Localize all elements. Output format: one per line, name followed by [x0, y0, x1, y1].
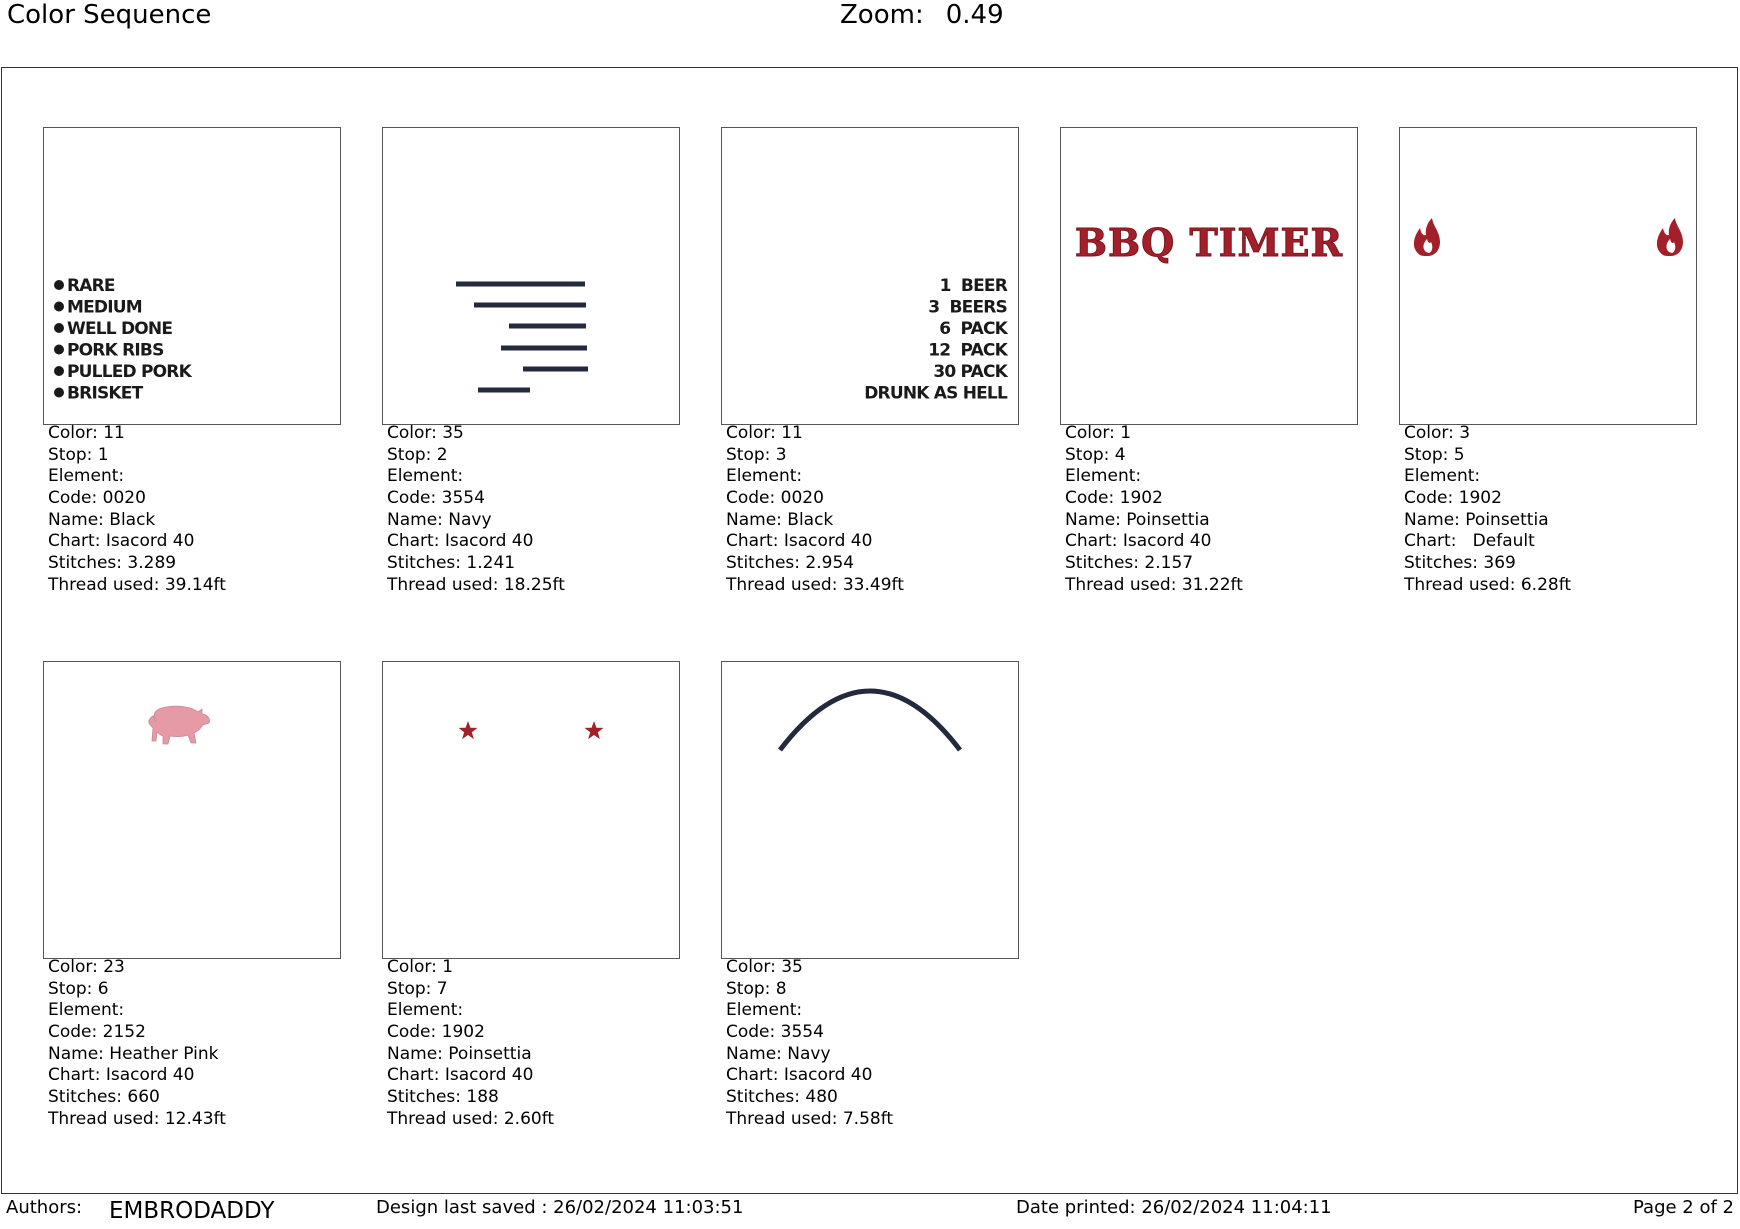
color-number: Color: 11 — [48, 423, 125, 443]
thread-chart: Chart: Isacord 40 — [726, 1065, 873, 1086]
bullet-icon — [54, 388, 64, 398]
stitch-count: Stitches: 188 — [387, 1087, 499, 1108]
pig-preview — [44, 662, 340, 958]
embroidery-text: RARE — [67, 276, 115, 296]
embroidery-text: WELL DONE — [67, 319, 173, 339]
embroidery-text: 1 BEER — [939, 276, 1007, 296]
thread-used: Thread used: 2.60ft — [387, 1108, 555, 1129]
element-label: Element: — [1065, 466, 1142, 487]
thread-name: Name: Poinsettia — [387, 1043, 532, 1064]
thread-code: Code: 1902 — [387, 1022, 485, 1043]
stitch-count: Stitches: 480 — [726, 1087, 838, 1108]
embroidery-text: DRUNK AS HELL — [864, 383, 1007, 404]
zoom-value: 0.49 — [945, 0, 1004, 30]
stop-info-8 — [726, 957, 1016, 1131]
stop-info-1 — [48, 423, 338, 597]
embroidery-text: 3 BEERS — [928, 297, 1007, 318]
stop-preview-8 — [721, 661, 1019, 959]
text-right-preview — [722, 128, 1018, 424]
color-number: Color: 35 — [726, 957, 803, 977]
flame-icon — [1414, 218, 1440, 256]
stop-info-3 — [726, 423, 1016, 597]
thread-name: Name: Black — [726, 509, 834, 530]
thread-name: Name: Black — [48, 509, 156, 530]
stop-info-5 — [1404, 423, 1694, 597]
thread-code: Code: 0020 — [726, 488, 824, 509]
stitch-count: Stitches: 1.241 — [387, 553, 516, 574]
thread-used: Thread used: 18.25ft — [387, 574, 565, 595]
embroidery-text: PULLED PORK — [67, 362, 191, 382]
color-number: Color: 35 — [387, 423, 464, 443]
element-label: Element: — [726, 466, 803, 487]
title-preview — [1061, 128, 1357, 424]
color-number: Color: 1 — [1065, 423, 1132, 443]
stop-number: Stop: 2 — [387, 444, 448, 465]
thread-chart: Chart: Isacord 40 — [726, 531, 873, 552]
stop-preview-1 — [43, 127, 341, 425]
embroidery-title: BBQ TIMER — [1074, 220, 1344, 265]
stars-preview — [383, 662, 679, 958]
stitch-count: Stitches: 660 — [48, 1087, 160, 1108]
thread-chart: Chart: Default — [1404, 531, 1535, 552]
stop-info-7 — [387, 957, 677, 1131]
stop-number: Stop: 3 — [726, 444, 787, 465]
color-number: Color: 11 — [726, 423, 803, 443]
embroidery-text: MEDIUM — [67, 297, 142, 318]
thread-chart: Chart: Isacord 40 — [387, 531, 534, 552]
thread-used: Thread used: 31.22ft — [1065, 574, 1243, 595]
stitch-count: Stitches: 2.157 — [1065, 553, 1194, 574]
embroidery-text: 6 PACK — [939, 319, 1007, 339]
element-label: Element: — [1404, 466, 1481, 487]
thread-used: Thread used: 7.58ft — [726, 1108, 894, 1129]
authors-label: Authors: — [6, 1197, 83, 1218]
element-label: Element: — [387, 1000, 464, 1021]
stop-preview-5 — [1399, 127, 1697, 425]
stitch-count: Stitches: 2.954 — [726, 553, 855, 574]
underlines-preview — [383, 128, 679, 424]
stitch-count: Stitches: 369 — [1404, 553, 1516, 574]
thread-used: Thread used: 39.14ft — [48, 574, 226, 595]
date-printed: Date printed: 26/02/2024 11:04:11 — [1016, 1197, 1332, 1218]
thread-used: Thread used: 12.43ft — [48, 1108, 226, 1129]
stop-preview-7 — [382, 661, 680, 959]
arc-preview — [722, 662, 1018, 958]
embroidery-text: 30 PACK — [933, 362, 1007, 382]
thread-chart: Chart: Isacord 40 — [387, 1065, 534, 1086]
zoom-readout — [840, 0, 1004, 30]
stop-number: Stop: 8 — [726, 978, 787, 999]
pig-icon — [149, 706, 210, 744]
thread-name: Name: Poinsettia — [1065, 509, 1210, 530]
authors-value: EMBRODADDY — [109, 1198, 275, 1224]
flames-preview — [1400, 128, 1696, 424]
stop-number: Stop: 5 — [1404, 444, 1465, 465]
color-number: Color: 3 — [1404, 423, 1471, 443]
element-label: Element: — [387, 466, 464, 487]
satin-arc — [780, 691, 960, 750]
flame-icon — [1657, 218, 1683, 256]
bullet-icon — [54, 366, 64, 376]
design-saved-date: Design last saved : 26/02/2024 11:03:51 — [376, 1197, 744, 1218]
thread-code: Code: 3554 — [726, 1022, 824, 1043]
embroidery-text: PORK RIBS — [67, 340, 164, 361]
thread-code: Code: 3554 — [387, 488, 485, 509]
element-label: Element: — [726, 1000, 803, 1021]
thread-chart: Chart: Isacord 40 — [1065, 531, 1212, 552]
page-number: Page 2 of 2 — [1633, 1197, 1734, 1218]
thread-name: Name: Navy — [726, 1043, 831, 1064]
thread-used: Thread used: 6.28ft — [1404, 574, 1572, 595]
thread-code: Code: 2152 — [48, 1022, 146, 1043]
stop-info-2 — [387, 423, 677, 597]
page-title: Color Sequence — [7, 0, 212, 30]
star-icon — [459, 721, 478, 739]
stitch-count: Stitches: 3.289 — [48, 553, 177, 574]
thread-code: Code: 0020 — [48, 488, 146, 509]
embroidery-text: 12 PACK — [928, 340, 1007, 361]
thread-chart: Chart: Isacord 40 — [48, 531, 195, 552]
thread-name: Name: Navy — [387, 509, 492, 530]
bullet-icon — [54, 280, 64, 290]
stop-number: Stop: 6 — [48, 978, 109, 999]
bullet-icon — [54, 345, 64, 355]
element-label: Element: — [48, 466, 125, 487]
color-number: Color: 1 — [387, 957, 454, 977]
stop-info-6 — [48, 957, 338, 1131]
thread-name: Name: Heather Pink — [48, 1043, 219, 1064]
color-number: Color: 23 — [48, 957, 125, 977]
stop-preview-3 — [721, 127, 1019, 425]
star-icon — [585, 721, 604, 739]
thread-chart: Chart: Isacord 40 — [48, 1065, 195, 1086]
bullet-icon — [54, 323, 64, 333]
stop-preview-4 — [1060, 127, 1358, 425]
text-list-preview — [44, 128, 340, 424]
stop-info-4 — [1065, 423, 1355, 597]
stop-number: Stop: 7 — [387, 978, 448, 999]
stop-number: Stop: 4 — [1065, 444, 1126, 465]
zoom-label: Zoom: — [840, 0, 924, 30]
stop-preview-6 — [43, 661, 341, 959]
bullet-icon — [54, 302, 64, 312]
stop-preview-2 — [382, 127, 680, 425]
stop-number: Stop: 1 — [48, 444, 109, 465]
thread-name: Name: Poinsettia — [1404, 509, 1549, 530]
thread-used: Thread used: 33.49ft — [726, 574, 904, 595]
thread-code: Code: 1902 — [1065, 488, 1163, 509]
thread-code: Code: 1902 — [1404, 488, 1502, 509]
embroidery-text: BRISKET — [67, 383, 143, 404]
element-label: Element: — [48, 1000, 125, 1021]
